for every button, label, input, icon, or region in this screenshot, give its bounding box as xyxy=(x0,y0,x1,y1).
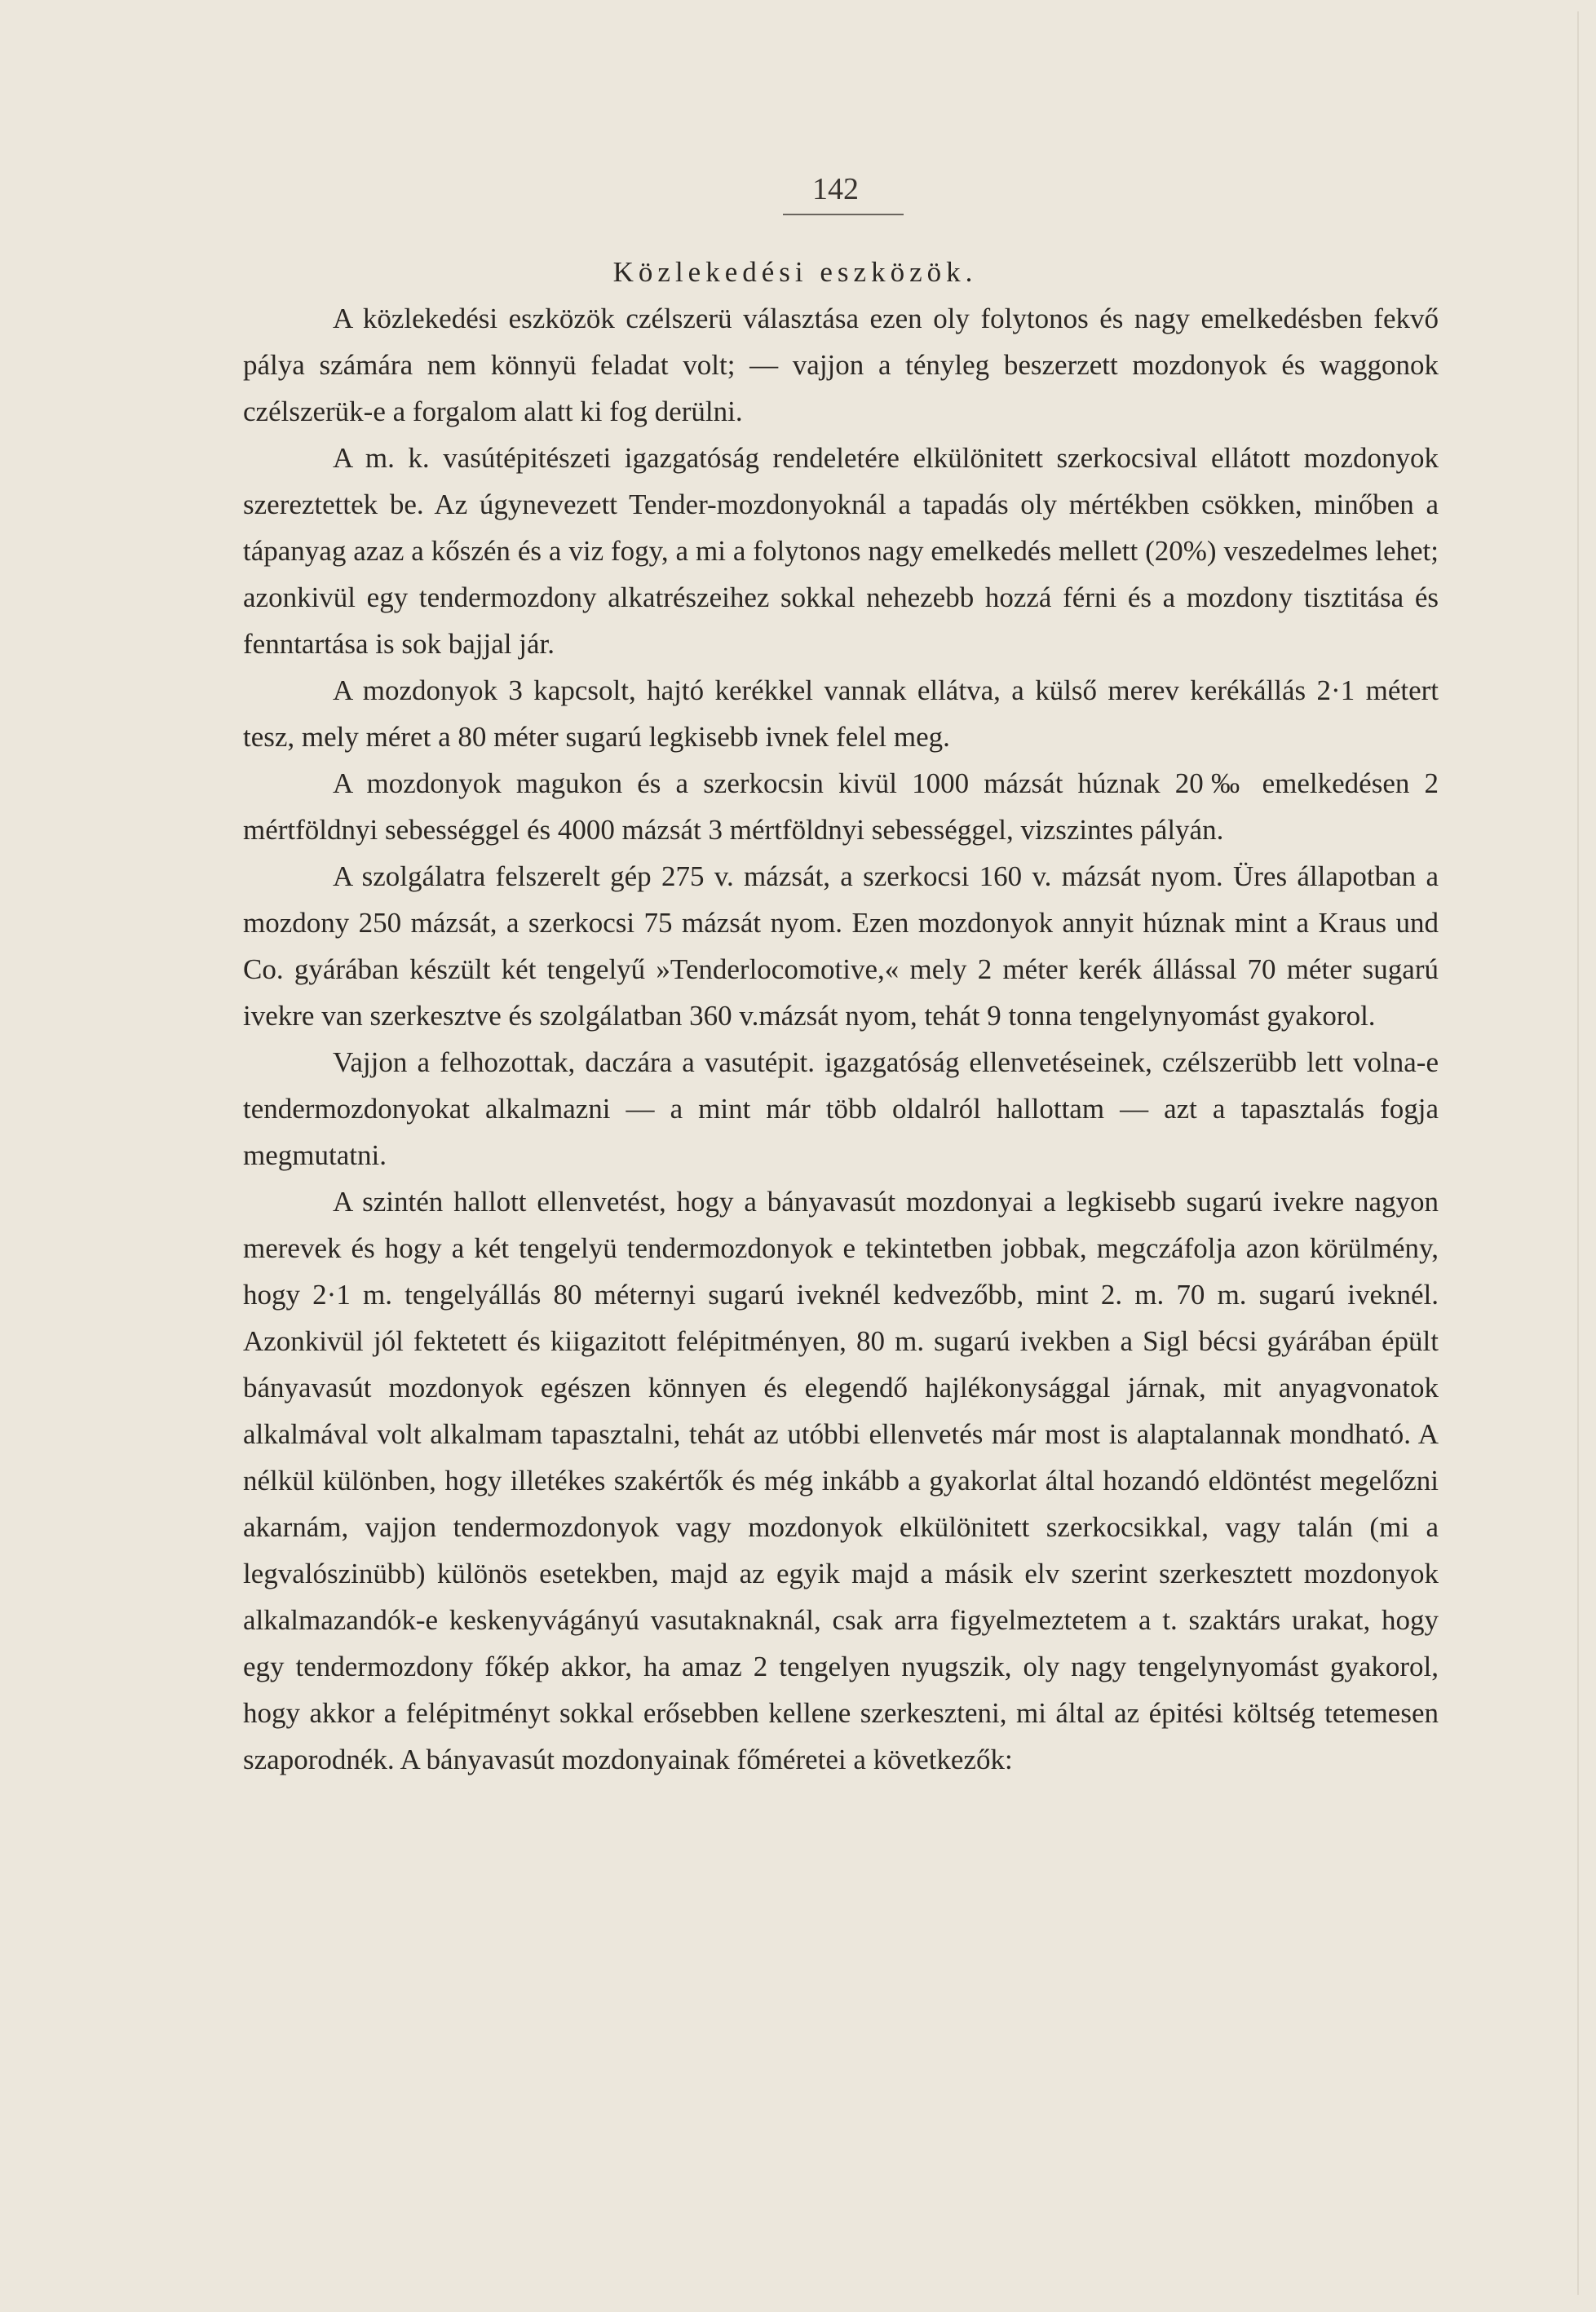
paragraph: A szolgálatra felszerelt gép 275 v. mázsát, a szerkocsi 160 v. mázsát nyom. Üres állapotban a mozdony 250 mázsát, a szerkocsi 75 mázsát nyom. Ezen mozdonyok annyit húznak mint a Kraus und Co. gyárában készült két tengelyű »Tenderlocomotive,« mely 2 méter kerék állással 70 méter sugarú ivekre van szerkesztve és szolgálatban 360 v.mázsát nyom, tehát 9 tonna tengelynyomást gyakorol. xyxy=(243,860,1439,1032)
paragraph: A közlekedési eszközök czélszerü választása ezen oly folytonos és nagy emelkedésben fekvő pálya számára nem könnyü feladat volt; — vajjon a tényleg beszerzett mozdonyok és waggonok czélszerük-e a forgalom alatt ki fog derülni. xyxy=(243,303,1439,427)
paragraph: A m. k. vasútépitészeti igazgatóság rendeletére elkülönitett szerkocsival ellátott mozdonyok szereztettek be. Az úgynevezett Tender-mozdonyoknál a tapadás oly mértékben csökken, minőben a tápanyag azaz a kőszén és a viz fogy, a mi a folytonos nagy emelkedés mellett (20%) veszedelmes lehet; azonkivül egy tendermozdony alkatrészeihez sokkal nehezebb hozzá férni és a mozdony tisztitása és fenntartása is sok bajjal jár. xyxy=(243,442,1439,660)
paragraph: A szintén hallott ellenvetést, hogy a bányavasút mozdonyai a legkisebb sugarú ivekre nagyon merevek és hogy a két tengelyü tendermozdonyok e tekintetben jobbak, megczáfolja azon körülmény, hogy 2·1 m. tengelyállás 80 méternyi sugarú iveknél kedvezőbb, mint 2. m. 70 m. sugarú iveknél. Azonkivül jól fektetett és kiigazitott felépitményen, 80 m. sugarú ivekben a Sigl bécsi gyárában épült bányavasút mozdonyok egészen könnyen és elegendő hajlékonysággal járnak, mit anyagvonatok alkalmával volt alkalmam tapasztalni, tehát az utóbbi ellenvetés már most is alaptalannak mondható. A nélkül különben, hogy illetékes szakértők és még inkább a gyakorlat által hozandó eldöntést megelőzni akarnám, vajjon tendermozdonyok vagy mozdonyok elkülönitett szerkocsikkal, vagy talán (mi a legvalószinübb) különös esetekben, majd az egyik majd a másik elv szerint szerkesztett mozdonyok alkalmazandók-e keskenyvágányú vasutaknaknál, csak arra figyelmeztetem a t. szaktárs urakat, hogy egy tendermozdony főkép akkor, ha amaz 2 tengelyen nyugszik, oly nagy tengelynyomást gyakorol, hogy akkor a felépitményt sokkal erősebben kellene szerkeszteni, mi által az épitési költség tetemesen szaporodnék. A bányavasút mozdonyainak főméretei a következők: xyxy=(243,1186,1439,1775)
paragraph: A mozdonyok magukon és a szerkocsin kivül 1000 mázsát húznak 20‰ emelkedésen 2 mértföldnyi sebességgel és 4000 mázsát 3 mértföldnyi sebességgel, vizszintes pályán. xyxy=(243,767,1439,846)
page-number-rule xyxy=(783,214,904,215)
page-number: 142 xyxy=(812,172,859,206)
body-text xyxy=(243,295,1439,1783)
paragraph: Vajjon a felhozottak, daczára a vasutépit. igazgatóság ellenvetéseinek, czélszerübb lett volna-e tendermozdonyokat alkalmazni — a mint már több oldalról hallottam — azt a tapasztalás fogja megmutatni. xyxy=(243,1046,1439,1171)
section-heading: Közlekedési eszközök. xyxy=(612,256,978,288)
document-page xyxy=(13,11,1579,2295)
paragraph: A mozdonyok 3 kapcsolt, hajtó kerékkel vannak ellátva, a külső merev kerékállás 2·1 métert tesz, mely méret a 80 méter sugarú legkisebb ivnek felel meg. xyxy=(243,674,1439,753)
